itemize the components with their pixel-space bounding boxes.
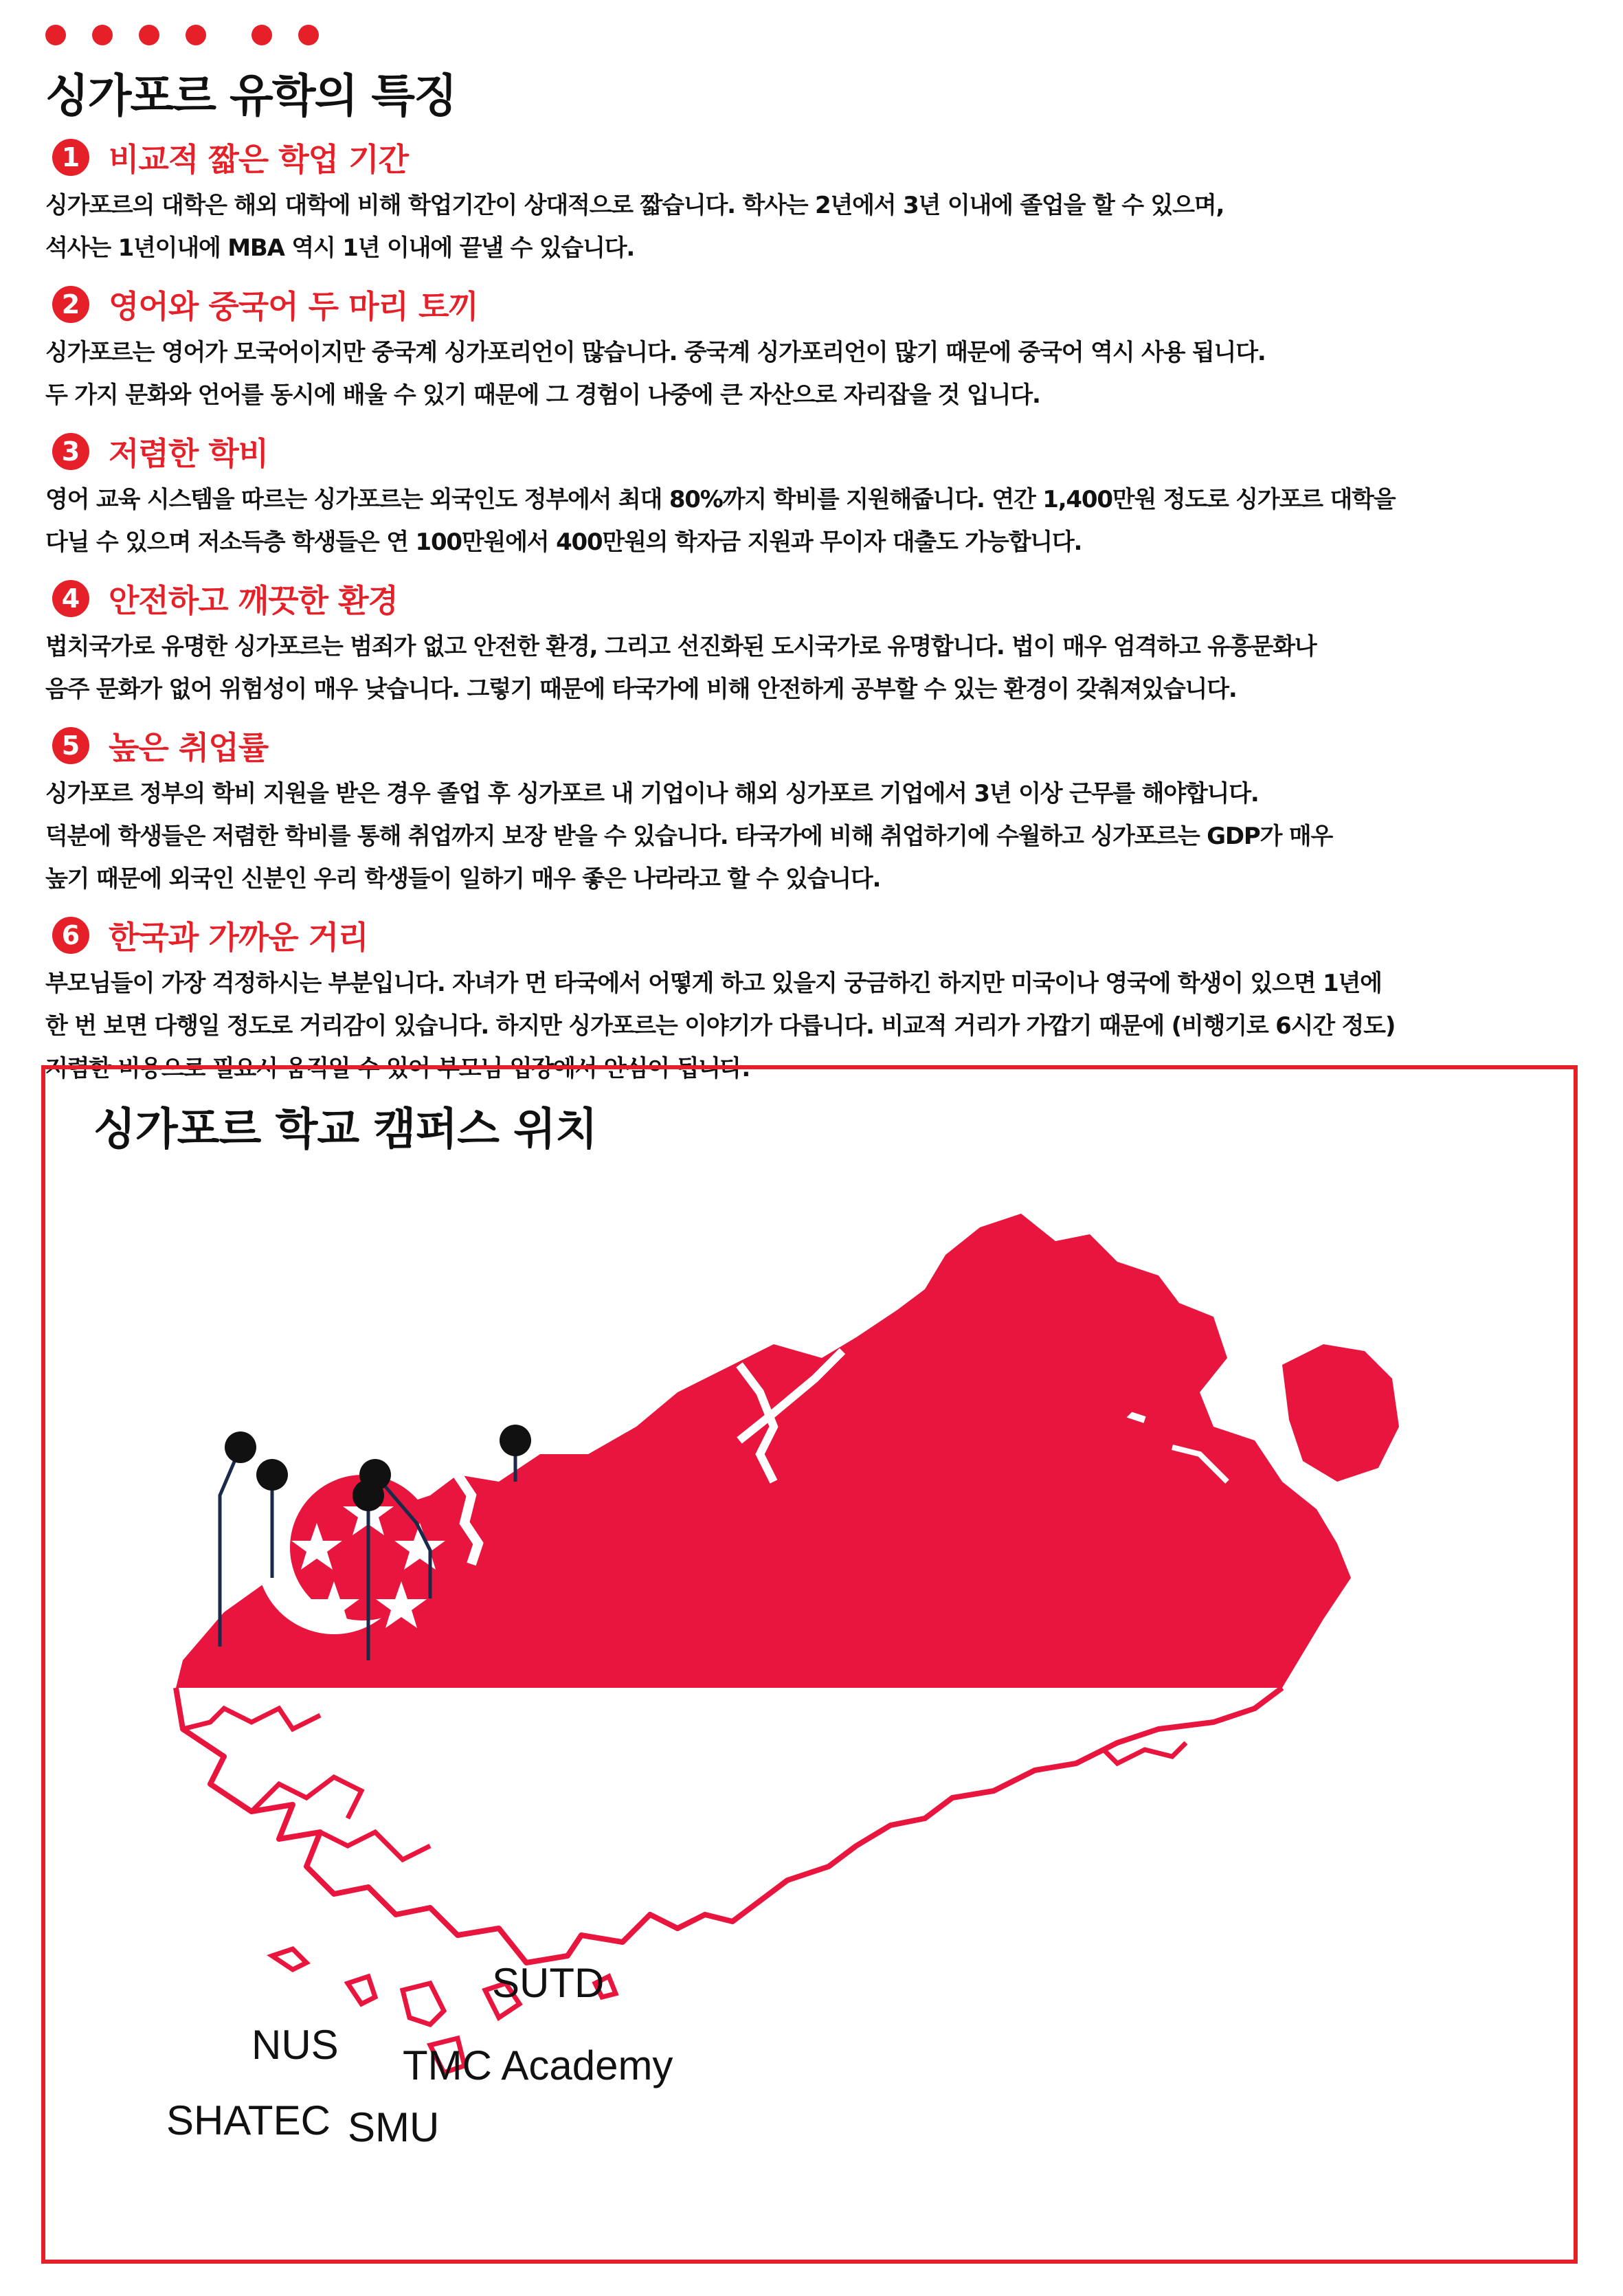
number-badge: 1 <box>52 139 89 176</box>
section-title: 비교적 짧은 학업 기간 <box>109 141 408 178</box>
body-line: 저렴한 비용으로 필요시 움직일 수 있어 부모님 입장에서 안심이 됩니다. <box>45 1055 750 1082</box>
map-title: 싱가포르 학교 캠퍼스 위치 <box>93 1104 597 1155</box>
section-body <box>45 184 1591 269</box>
number-badge: 4 <box>52 580 89 617</box>
coast-detail <box>1076 1743 1186 1763</box>
coast-detail <box>183 1708 320 1729</box>
body-line: 법치국가로 유명한 싱가포르는 범죄가 없고 안전한 환경, 그리고 선진화된 도시국가로 유명합니다. 법이 매우 엄격하고 유흥문화나 <box>45 633 1317 660</box>
body-line: 석사는 1년이내에 MBA 역시 1년 이내에 끝낼 수 있습니다. <box>45 234 635 262</box>
campus-label-tmc: TMC Academy <box>403 2042 673 2088</box>
small-island <box>272 1949 306 1970</box>
section-employment <box>45 719 1591 900</box>
dot-icon <box>251 25 272 45</box>
section-heading <box>45 909 1591 962</box>
section-languages <box>45 278 1591 416</box>
dot-icon <box>186 25 206 45</box>
section-distance <box>45 909 1591 1090</box>
section-heading <box>45 719 1591 772</box>
section-heading <box>45 572 1591 625</box>
campus-label-sutd: SUTD <box>492 1960 605 2006</box>
small-island <box>403 1983 444 2025</box>
singapore-map <box>45 1069 1574 2260</box>
small-island <box>348 1976 375 2004</box>
section-title: 안전하고 깨끗한 환경 <box>109 582 398 619</box>
page-title: 싱가포르 유학의 특징 <box>45 69 456 122</box>
campus-label-smu: SMU <box>348 2104 440 2150</box>
coast-detail <box>251 1777 361 1818</box>
campus-pin-icon <box>500 1425 531 1456</box>
campus-label-nus: NUS <box>251 2022 339 2068</box>
number-badge: 6 <box>52 917 89 954</box>
section-body <box>45 478 1591 564</box>
section-heading <box>45 425 1591 478</box>
campus-map-box <box>41 1065 1578 2264</box>
campus-pin-icon <box>359 1459 391 1491</box>
body-line: 높기 때문에 외국인 신분인 우리 학생들이 일하기 매우 좋은 나라라고 할 수 있습니다. <box>45 865 881 893</box>
body-line: 영어 교육 시스템을 따르는 싱가포르는 외국인도 정부에서 최대 80%까지 학비를 지원해줍니다. 연간 1,400만원 정도로 싱가포르 대학을 <box>45 486 1396 513</box>
body-line: 음주 문화가 없어 위험성이 매우 낮습니다. 그렇기 때문에 타국가에 비해 안전하게 공부할 수 있는 환경이 갖춰져있습니다. <box>45 676 1237 703</box>
coast-detail <box>320 1832 430 1860</box>
body-line: 덕분에 학생들은 저렴한 학비를 통해 취업까지 보장 받을 수 있습니다. 타국가에 비해 취업하기에 수월하고 싱가포르는 GDP가 매우 <box>45 823 1333 850</box>
section-heading <box>45 278 1591 331</box>
decorative-dots <box>45 25 345 45</box>
section-short-study <box>45 131 1591 269</box>
island-tekong <box>1282 1344 1399 1482</box>
section-title: 높은 취업률 <box>109 729 269 766</box>
body-line: 싱가포르 정부의 학비 지원을 받은 경우 졸업 후 싱가포르 내 기업이나 해외 싱가포르 기업에서 3년 이상 근무를 해야합니다. <box>45 780 1259 807</box>
section-title: 영어와 중국어 두 마리 토끼 <box>109 288 478 325</box>
section-heading <box>45 131 1591 184</box>
dot-icon <box>92 25 113 45</box>
body-line: 싱가포르는 영어가 모국어이지만 중국계 싱가포리언이 많습니다. 중국계 싱가포리언이 많기 때문에 중국어 역시 사용 됩니다. <box>45 339 1266 366</box>
section-tuition <box>45 425 1591 564</box>
campus-pin-icon <box>225 1431 256 1463</box>
feature-sections <box>45 131 1591 1098</box>
number-badge: 2 <box>52 286 89 323</box>
body-line: 다닐 수 있으며 저소득층 학생들은 연 100만원에서 400만원의 학자금 지원과 무이자 대출도 가능합니다. <box>45 528 1082 556</box>
dot-icon <box>139 25 159 45</box>
section-safety <box>45 572 1591 711</box>
dot-icon <box>298 25 319 45</box>
number-badge: 5 <box>52 727 89 764</box>
section-title: 저렴한 학비 <box>109 435 269 472</box>
body-line: 부모님들이 가장 걱정하시는 부분입니다. 자녀가 먼 타국에서 어떻게 하고 있을지 궁금하긴 하지만 미국이나 영국에 학생이 있으면 1년에 <box>45 970 1382 997</box>
campus-labels <box>166 1960 673 2150</box>
section-body <box>45 625 1591 711</box>
section-body <box>45 772 1591 900</box>
body-line: 싱가포르의 대학은 해외 대학에 비해 학업기간이 상대적으로 짧습니다. 학사는 2년에서 3년 이내에 졸업을 할 수 있으며, <box>45 192 1224 219</box>
island-outline-lower <box>176 1688 1282 1963</box>
body-line: 두 가지 문화와 언어를 동시에 배울 수 있기 때문에 그 경험이 나중에 큰 자산으로 자리잡을 것 입니다. <box>45 381 1040 409</box>
number-badge: 3 <box>52 433 89 470</box>
dot-icon <box>45 25 66 45</box>
section-title: 한국과 가까운 거리 <box>109 919 368 956</box>
body-line: 한 번 보면 다행일 정도로 거리감이 있습니다. 하지만 싱가포르는 이야기가 다릅니다. 비교적 거리가 가깝기 때문에 (비행기로 6시간 정도) <box>45 1012 1396 1040</box>
campus-label-shatec: SHATEC <box>166 2097 331 2143</box>
campus-pin-icon <box>256 1459 288 1491</box>
section-body <box>45 331 1591 416</box>
